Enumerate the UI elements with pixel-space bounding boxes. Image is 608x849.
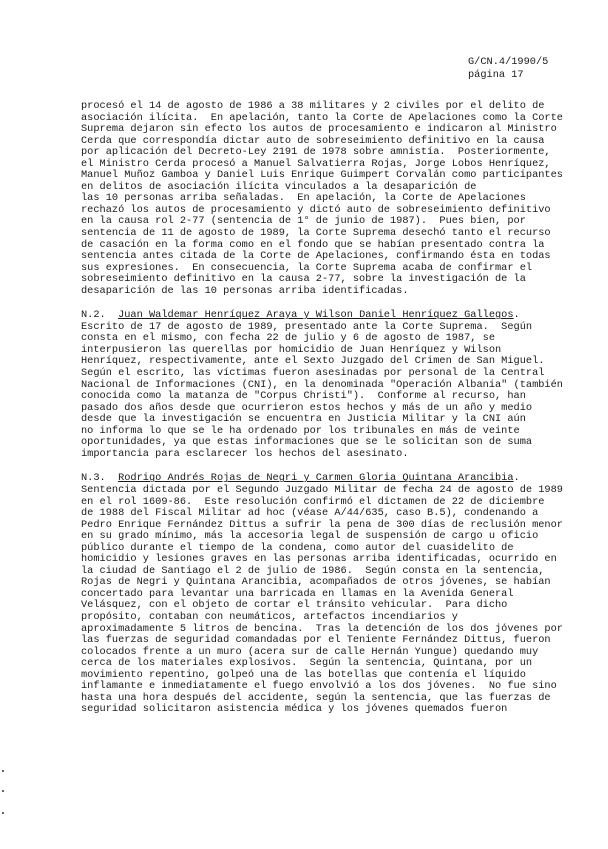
page-number: página 17 <box>468 69 524 81</box>
text-line: asociación ilícita. En apelación, tanto la Corte de Apelaciones como la Corte <box>81 111 563 124</box>
text-line: la ciudad de Santiago el 2 de julio de 1986. Según consta en la sentencia, <box>81 564 545 577</box>
case-heading: N.3. Rodrigo Andrés Rojas de Negri y Carmen Gloria Quintana Arancibia. <box>81 472 520 485</box>
text-line: desaparición de las 10 personas arriba identificadas. <box>81 284 409 297</box>
text-line: las 10 personas arriba señaladas. En apelación, la Corte de Apelaciones <box>81 192 526 205</box>
text-line: procesó el 14 de agosto de 1986 a 38 militares y 2 civiles por el delito de <box>81 100 545 112</box>
text-line: Suprema dejaron sin efecto los autos de procesamiento e indicaron al Ministro <box>81 123 557 136</box>
case-number: N.2. <box>81 309 106 322</box>
text-line: de 1988 del Fiscal Militar ad hoc (véase A/44/635, caso B.5), condenando a <box>81 507 539 520</box>
text-line: Según el escrito, las víctimas fueron asesinadas por personal de la Central <box>81 367 545 380</box>
scan-speck <box>2 790 4 792</box>
text-line: interpusieron las querellas por homicidio de Juan Henríquez y Wilson <box>81 343 502 356</box>
text-line: el Ministro Cerda procesó a Manuel Salvatierra Rojas, Jorge Lobos Henríquez, <box>81 157 551 170</box>
case-n2 <box>81 310 601 460</box>
text-line: Henríquez, respectivamente, ante el Sexto Juzgado del Crimen de San Miguel. <box>81 355 545 368</box>
text-line: seguridad solicitaron asistencia médica y los jóvenes quemados fueron <box>81 703 508 716</box>
paragraph-continuation <box>81 101 601 297</box>
text-line: movimiento repentino, golpeó una de las botellas que contenía el líquido <box>81 668 526 681</box>
text-line: propósito, contaban con neumáticos, artefactos incendiarios y <box>81 610 458 623</box>
text-line: en la causa rol 2-77 (sentencia de 1° de junio de 1987). Pues bien, por <box>81 215 526 228</box>
text-line: sobreseimiento definitivo en la causa 2-77, sobre la investigación de la <box>81 273 526 286</box>
page-header <box>468 56 548 82</box>
text-line: colocados frente a un muro (acera sur de calle Hernán Yungue) quedando muy <box>81 645 539 658</box>
text-line: sentencia de 11 de agosto de 1989, la Corte Suprema desechó tanto el recurso <box>81 227 551 240</box>
text-line: conocida como la matanza de "Corpus Christi"). Conforme al recurso, han <box>81 390 526 403</box>
text-line: las fuerzas de seguridad comandadas por el Teniente Fernández Dittus, fueron <box>81 634 551 647</box>
document-body <box>81 101 601 716</box>
text-line: Manuel Muñoz Gamboa y Daniel Luis Enrique Guimpert Corvalán como participantes <box>81 169 563 182</box>
text-line: desde que la investigación se encuentra en Justicia Militar y la CNI aún <box>81 413 526 426</box>
text-line: rechazó los autos de procesamiento y dictó auto de sobreseimiento definitivo <box>81 203 551 216</box>
case-n3 <box>81 473 601 715</box>
text-line: oportunidades, ya que estas informaciones que se le solicitan son de suma <box>81 436 533 449</box>
scan-speck <box>2 812 4 814</box>
text-line: Escrito de 17 de agosto de 1989, presentado ante la Corte Suprema. Según <box>81 320 533 333</box>
text-line: homicidio y lesiones graves en las personas arriba identificadas, ocurrido en <box>81 553 557 566</box>
text-line: en delitos de asociación ilícita vinculados a la desaparición de <box>81 180 477 193</box>
text-line: por aplicación del Decreto-Ley 2191 de 1978 sobre amnistía. Posteriormente, <box>81 146 551 159</box>
text-line: Nacional de Informaciones (CNI), en la denominada "Operación Albania" (también <box>81 378 563 391</box>
case-number: N.3. <box>81 472 106 485</box>
document-code: G/CN.4/1990/5 <box>468 56 549 68</box>
text-line: Rojas de Negri y Quintana Arancibia, acompañados de otros jóvenes, se habían <box>81 576 551 589</box>
text-line: Cerda que correspondía dictar auto de sobreseimiento definitivo en la causa <box>81 134 545 147</box>
text-line: Pedro Enrique Fernández Dittus a sufrir la pena de 300 días de reclusión menor <box>81 518 563 531</box>
text-line: no informa lo que se le ha ordenado por los tribunales en más de veinte <box>81 424 520 437</box>
text-line: sus expresiones. En consecuencia, la Corte Suprema acaba de confirmar el <box>81 261 533 274</box>
scan-speck <box>2 770 4 772</box>
case-title: Rodrigo Andrés Rojas de Negri y Carmen Gloria Quintana Arancibia <box>118 472 514 485</box>
text-line: público durante el tiempo de la condena, como autor del cuasidelito de <box>81 541 514 554</box>
text-line: importancia para esclarecer los hechos del asesinato. <box>81 447 409 460</box>
text-line: en el rol 1609-86. Este resolución confirmó el dictamen de 22 de diciembre <box>81 495 545 508</box>
text-line: hasta una hora después del accidente, según la sentencia, que las fuerzas de <box>81 691 551 704</box>
text-line: Velásquez, con el objeto de cortar el tránsito vehicular. Para dicho <box>81 599 508 612</box>
case-heading: N.2. Juan Waldemar Henríquez Araya y Wilson Daniel Henríquez Gallegos. <box>81 309 520 322</box>
case-title: Juan Waldemar Henríquez Araya y Wilson Daniel Henríquez Gallegos <box>118 309 514 322</box>
text-line: de casación en la forma como en el fondo que se habían presentado contra la <box>81 238 545 251</box>
text-line: Sentencia dictada por el Segundo Juzgado Militar de fecha 24 de agosto de 1989 <box>81 483 563 496</box>
text-line: concertado para levantar una barricada en llamas en la Avenida General <box>81 587 514 600</box>
text-line: sentencia antes citada de la Corte de Apelaciones, confirmando ésta en todas <box>81 250 551 263</box>
text-line: consta en el mismo, con fecha 22 de julio y 6 de agosto de 1987, se <box>81 332 496 345</box>
text-line: aproximadamente 5 litros de bencina. Tras la detención de los dos jóvenes por <box>81 622 563 635</box>
text-line: inflamante e inmediatamente el fuego envolvió a los dos jóvenes. No fue sino <box>81 680 557 693</box>
text-line: cerca de los materiales explosivos. Según la sentencia, Quintana, por un <box>81 657 533 670</box>
text-line: en su grado mínimo, más la accesoria legal de suspensión de cargo u oficio <box>81 530 539 543</box>
text-line: pasado dos años desde que ocurrieron estos hechos y más de un año y medio <box>81 401 533 414</box>
